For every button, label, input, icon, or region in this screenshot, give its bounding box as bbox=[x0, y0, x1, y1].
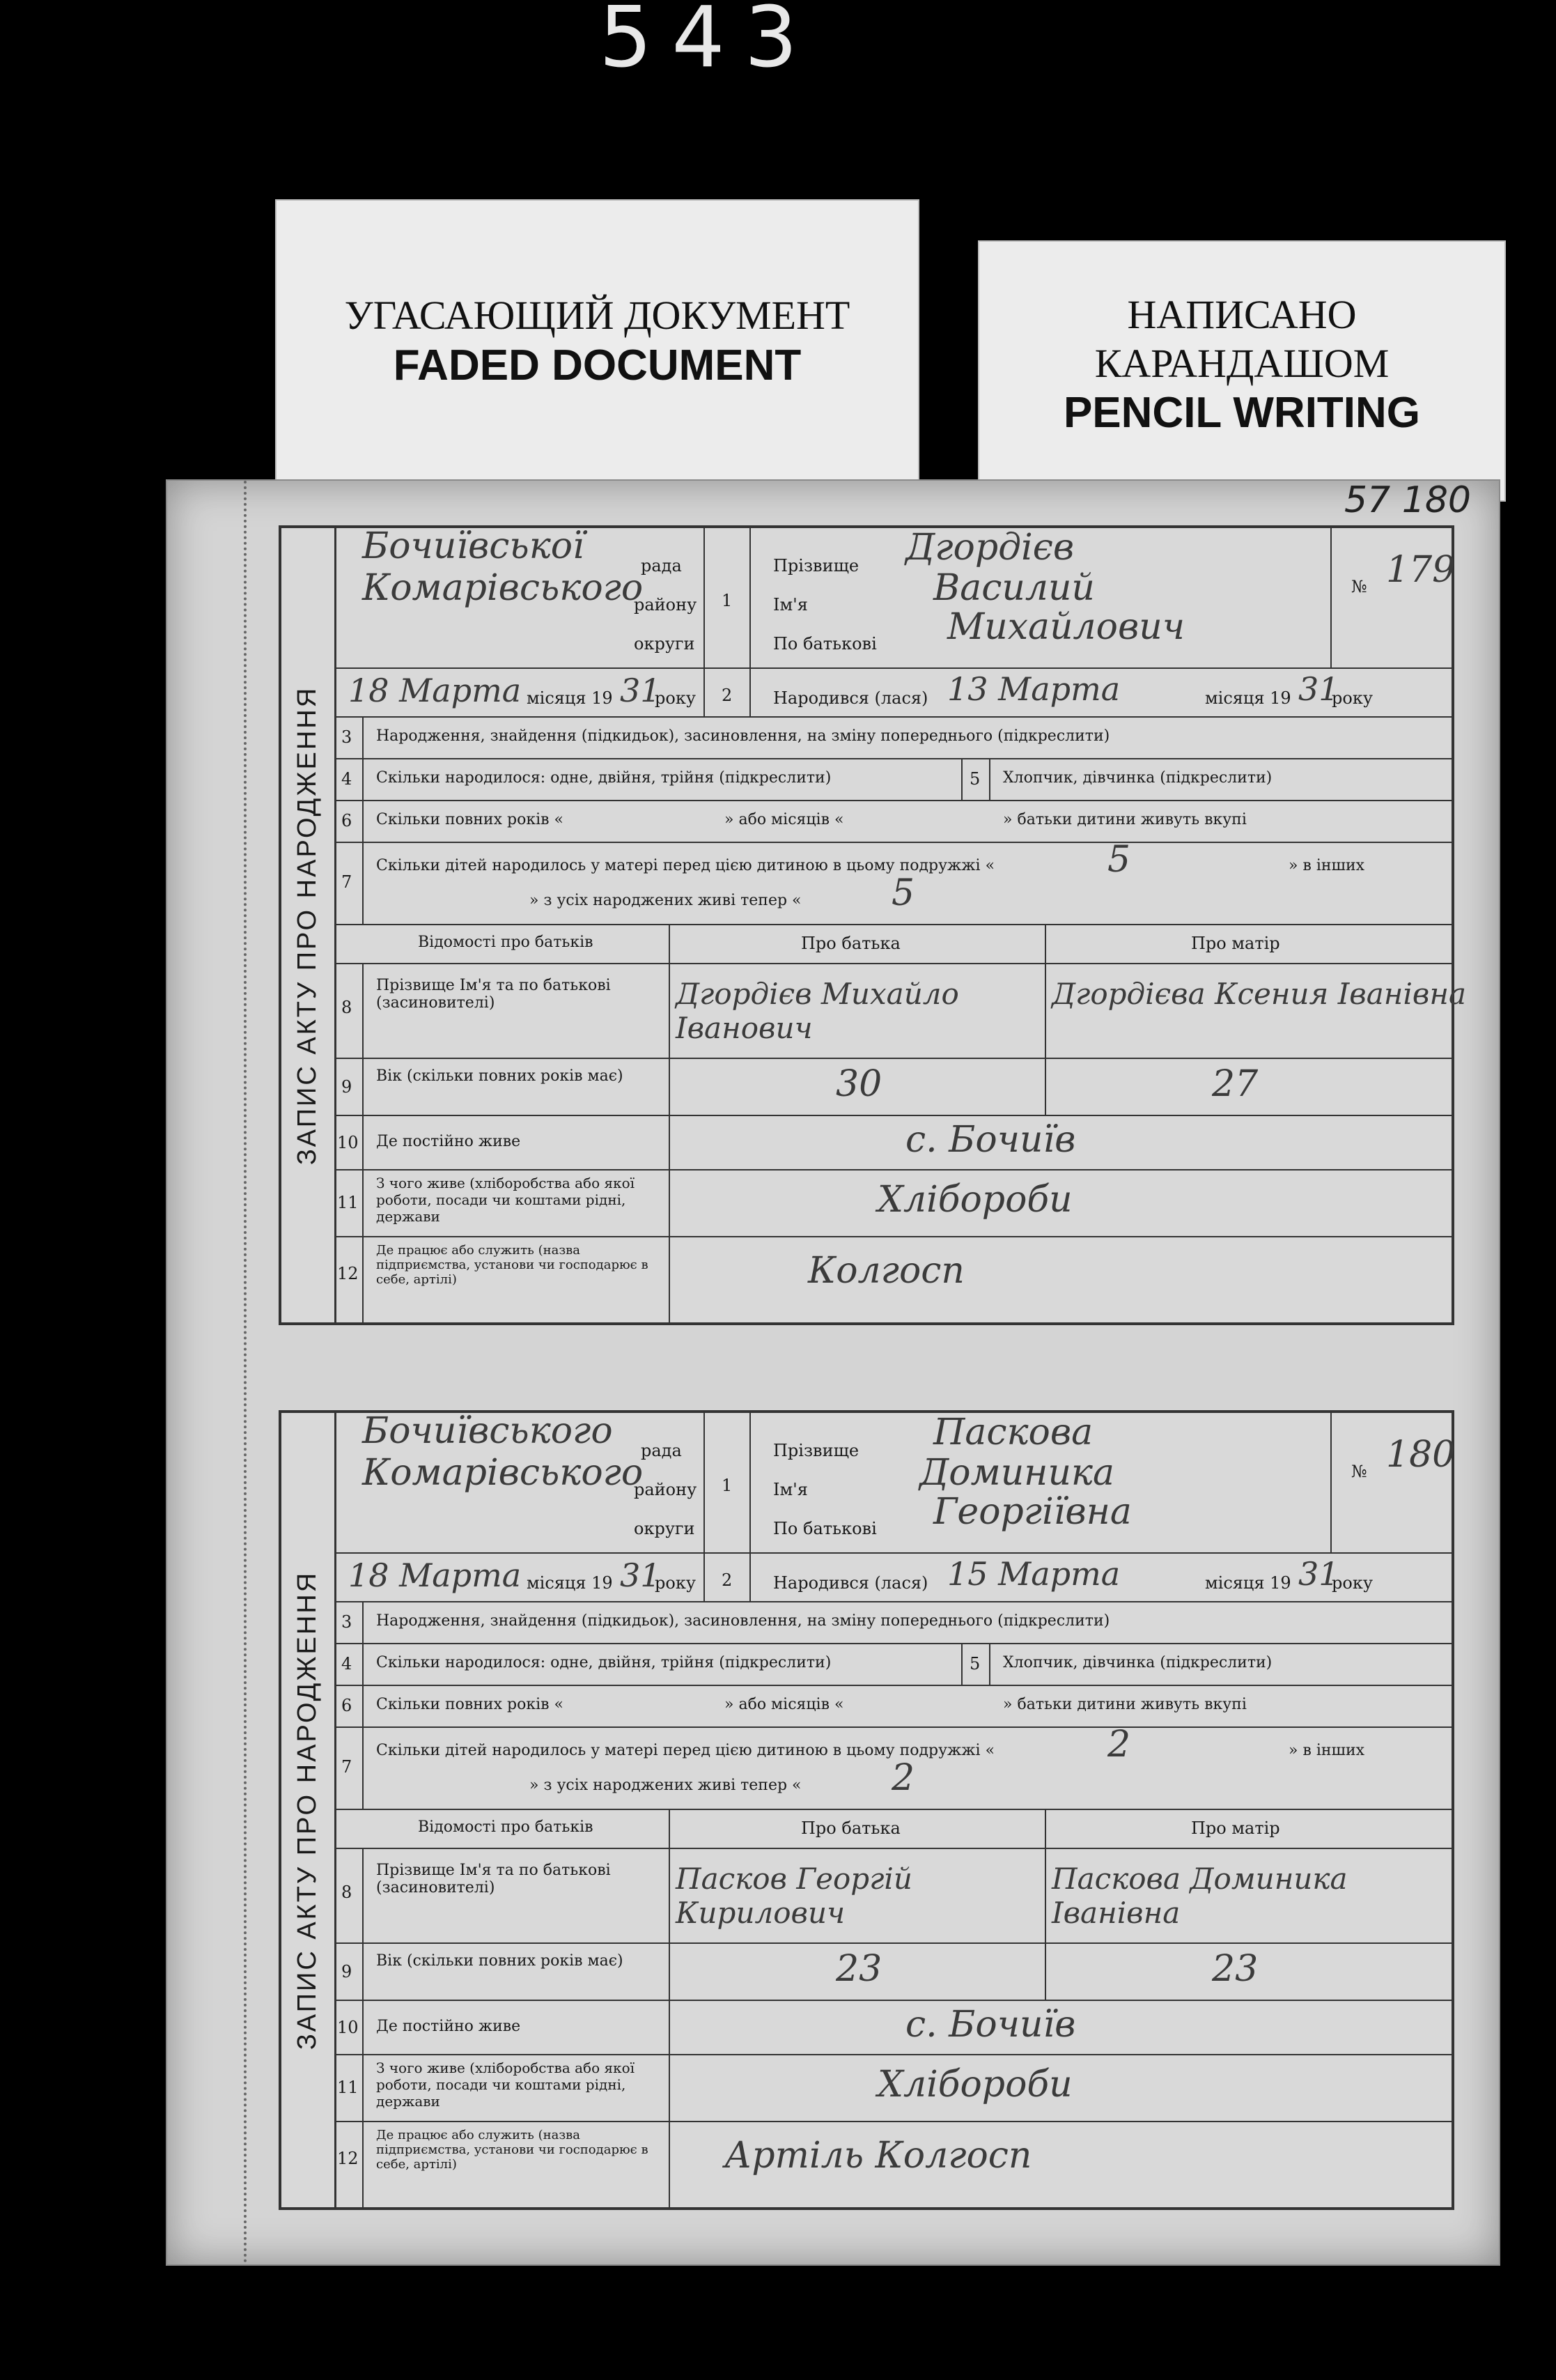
surname-value: Дгордієв bbox=[905, 527, 1075, 569]
year-label: року bbox=[655, 1573, 696, 1593]
year-label: року bbox=[655, 688, 696, 708]
reg-year-value: 31 bbox=[620, 1556, 661, 1594]
occupation-value: Хлібороби bbox=[878, 1179, 1073, 1221]
row10-label: Де постійно живе bbox=[376, 1133, 521, 1150]
father-header: Про батька bbox=[801, 1818, 901, 1838]
reg-day-value: 18 Марта bbox=[348, 1556, 522, 1594]
reg-day-value: 18 Марта bbox=[348, 672, 522, 709]
name-value: Василий bbox=[933, 567, 1095, 609]
mother-header: Про матір bbox=[1191, 934, 1280, 953]
alive-children-value: 2 bbox=[892, 1757, 915, 1799]
patronymic-label: По батькові bbox=[773, 1519, 877, 1538]
born-label: Народився (лася) bbox=[773, 688, 928, 708]
rayonu-label: району bbox=[634, 595, 697, 615]
row4-text: Скільки народилося: одне, двійня, трійня (підкреслити) bbox=[376, 1654, 832, 1671]
born-month-label: місяця 19 bbox=[1205, 688, 1291, 708]
row12-label: Де працює або служить (назва підприємства, установи чи господарює в себе, артілі) bbox=[376, 1243, 648, 1287]
month-label: місяця 19 bbox=[527, 688, 613, 708]
pencil-label-ru-2: КАРАНДАШОМ bbox=[1094, 340, 1390, 386]
row10-label: Де постійно живе bbox=[376, 2018, 521, 2035]
row6-a: Скільки повних років « bbox=[376, 1696, 563, 1713]
row8-label: Прізвище Ім'я та по батькові (засиновителі) bbox=[376, 977, 611, 1012]
patronymic-label: По батькові bbox=[773, 634, 877, 654]
row11-label: З чого живе (хліборобства або якої роботи, посади чи коштами рідні, держави bbox=[376, 1175, 635, 1225]
father-name-value: Дгордієв Михайло Іванович bbox=[676, 977, 959, 1045]
pencil-label-en: PENCIL WRITING bbox=[1063, 389, 1421, 438]
row12-label: Де працює або служить (назва підприємства, установи чи господарює в себе, артілі) bbox=[376, 2128, 648, 2172]
faded-label-ru: УГАСАЮЩИЙ ДОКУМЕНТ bbox=[344, 293, 850, 338]
row11-label: З чого живе (хліборобства або якої роботи, посади чи коштами рідні, держави bbox=[376, 2060, 635, 2110]
row5-text: Хлопчик, дівчинка (підкреслити) bbox=[1003, 769, 1273, 787]
rada-value: Бочиївської bbox=[362, 525, 584, 567]
record-number-label: № bbox=[1351, 1462, 1367, 1481]
pencil-writing-label bbox=[978, 240, 1506, 502]
rada-label: рада bbox=[641, 1441, 682, 1460]
residence-value: с. Бочиїв bbox=[905, 2004, 1076, 2046]
rada-value: Бочиївського bbox=[362, 1410, 613, 1452]
row7-a: Скільки дітей народилось у матері перед цією дитиною в цьому подружжі « bbox=[376, 857, 995, 874]
work-value: Артіль Колгосп bbox=[724, 2135, 1032, 2177]
row4-text: Скільки народилося: одне, двійня, трійня (підкреслити) bbox=[376, 769, 832, 787]
row7-b: » в інших bbox=[1289, 857, 1365, 874]
faded-label-en: FADED DOCUMENT bbox=[393, 341, 802, 389]
work-value: Колгосп bbox=[808, 1250, 965, 1292]
record-sidebar bbox=[281, 528, 336, 1322]
name-label: Ім'я bbox=[773, 595, 808, 615]
row6-b: » або місяців « bbox=[724, 1696, 844, 1713]
birth-record: ЗАПИС АКТУ ПРО НАРОДЖЕННЯ Бочиївської рада Комарівського району округи 1 Прізвище Дгордієв Ім'я Василий По батькові Михайлович № 179 18 Марта місяця 19 31 року 2 Народився (лася) 13 Марта місяця 19 31 року 3 Народження, знайдення (підкидьок), засиновлення, на зміну попереднього (підкреслити) 4 Скільки народилося: одне, двійня, трійня (підкреслити) 5 Хлопчик, дівчинка (підкреслити) 6 Скільки повних років « » або місяців « » батьки дитини живуть вкупі 7 Скільки дітей народилось у матері перед цією дитиною в цьому подружжі « 5 » в інших » з усіх народжених живі тепер « 5 Відомості про батьків Про батька Про матір 8 Прізвище Ім'я та по батькові (засиновителі) Дгордієв Михайло Іванович Дгордієва Ксения Іванівна 9 Вік (скільки повних років має) 30 27 10 Де постійно живе с. Бочиїв 11 З чого живе (хліборобства або якої роботи, посади чи коштами рідні, держави Хлібороби 12 Де працює або служить (назва підприємства, установи чи господарює в себе, артілі) Колгосп bbox=[279, 525, 1454, 1325]
name-label: Ім'я bbox=[773, 1480, 808, 1499]
frame-number: 543 bbox=[599, 0, 818, 86]
surname-label: Прізвище bbox=[773, 1441, 859, 1460]
prev-children-value: 5 bbox=[1107, 839, 1131, 881]
row7-c: » з усіх народжених живі тепер « bbox=[529, 1777, 802, 1794]
corner-number: 57 180 bbox=[1344, 479, 1471, 521]
sidebar-title: ЗАПИС АКТУ ПРО НАРОДЖЕННЯ bbox=[293, 686, 322, 1165]
surname-value: Паскова bbox=[933, 1412, 1094, 1453]
month-label: місяця 19 bbox=[527, 1573, 613, 1593]
row7-b: » в інших bbox=[1289, 1742, 1365, 1759]
okrugy-label: округи bbox=[634, 634, 695, 654]
born-value: 15 Марта bbox=[947, 1555, 1121, 1593]
mother-name-value: Дгордієва Ксения Іванівна bbox=[1052, 977, 1467, 1011]
binding-stitch bbox=[244, 481, 252, 2264]
pencil-label-ru-1: НАПИСАНО bbox=[1127, 292, 1357, 337]
record-number-value: 179 bbox=[1386, 549, 1456, 591]
parents-header: Відомості про батьків bbox=[418, 1818, 593, 1836]
patronymic-value: Михайлович bbox=[947, 606, 1185, 648]
born-month-label: місяця 19 bbox=[1205, 1573, 1291, 1593]
rayonu-value: Комарівського bbox=[362, 1452, 644, 1494]
born-label: Народився (лася) bbox=[773, 1573, 928, 1593]
mother-age-value: 27 bbox=[1212, 1063, 1259, 1105]
record-sidebar bbox=[281, 1413, 336, 2207]
father-age-value: 23 bbox=[836, 1948, 882, 1990]
row9-label: Вік (скільки повних років має) bbox=[376, 1067, 623, 1085]
row3-text: Народження, знайдення (підкидьок), засиновлення, на зміну попереднього (підкреслити) bbox=[376, 727, 1110, 745]
row8-label: Прізвище Ім'я та по батькові (засиновителі) bbox=[376, 1862, 611, 1896]
rayonu-value: Комарівського bbox=[362, 567, 644, 609]
residence-value: с. Бочиїв bbox=[905, 1119, 1076, 1161]
mother-header: Про матір bbox=[1191, 1818, 1280, 1838]
name-value: Доминика bbox=[919, 1452, 1114, 1494]
rada-label: рада bbox=[641, 556, 682, 575]
father-age-value: 30 bbox=[836, 1063, 882, 1105]
born-year-label: року bbox=[1332, 688, 1373, 708]
alive-children-value: 5 bbox=[892, 872, 915, 914]
birth-record: ЗАПИС АКТУ ПРО НАРОДЖЕННЯ Бочиївського рада Комарівського району округи 1 Прізвище Паскова Ім'я Доминика По батькові Георгіївна № 180 18 Марта місяця 19 31 року 2 Народився (лася) 15 Марта місяця 19 31 року 3 Народження, знайдення (підкидьок), засиновлення, на зміну попереднього (підкреслити) 4 Скільки народилося: одне, двійня, трійня (підкреслити) 5 Хлопчик, дівчинка (підкреслити) 6 Скільки повних років « » або місяців « » батьки дитини живуть вкупі 7 Скільки дітей народилось у матері перед цією дитиною в цьому подружжі « 2 » в інших » з усіх народжених живі тепер « 2 Відомості про батьків Про батька Про матір 8 Прізвище Ім'я та по батькові (засиновителі) Пасков Георгій Кирилович Паскова Доминика Іванівна 9 Вік (скільки повних років має) 23 23 10 Де постійно живе с. Бочиїв 11 З чого живе (хліборобства або якої роботи, посади чи коштами рідні, держави Хлібороби 12 Де працює або служить (назва підприємства, установи чи господарює в себе, артілі) Артіль Колгосп bbox=[279, 1410, 1454, 2210]
okrugy-label: округи bbox=[634, 1519, 695, 1538]
patronymic-value: Георгіївна bbox=[933, 1491, 1132, 1533]
row6-c: » батьки дитини живуть вкупі bbox=[1003, 811, 1247, 828]
prev-children-value: 2 bbox=[1107, 1724, 1131, 1765]
sidebar-title: ЗАПИС АКТУ ПРО НАРОДЖЕННЯ bbox=[293, 1570, 322, 2050]
born-year-value: 31 bbox=[1298, 670, 1339, 708]
row3-text: Народження, знайдення (підкидьок), засиновлення, на зміну попереднього (підкреслити) bbox=[376, 1612, 1110, 1630]
rayonu-label: району bbox=[634, 1480, 697, 1499]
row5-text: Хлопчик, дівчинка (підкреслити) bbox=[1003, 1654, 1273, 1671]
record-number-value: 180 bbox=[1386, 1434, 1456, 1476]
mother-age-value: 23 bbox=[1212, 1948, 1259, 1990]
row7-a: Скільки дітей народилось у матері перед цією дитиною в цьому подружжі « bbox=[376, 1742, 995, 1759]
parents-header: Відомості про батьків bbox=[418, 934, 593, 951]
born-year-value: 31 bbox=[1298, 1555, 1339, 1593]
row6-b: » або місяців « bbox=[724, 811, 844, 828]
father-header: Про батька bbox=[801, 934, 901, 953]
faded-document-label bbox=[275, 199, 919, 492]
record-number-label: № bbox=[1351, 577, 1367, 596]
occupation-value: Хлібороби bbox=[878, 2064, 1073, 2105]
surname-label: Прізвище bbox=[773, 556, 859, 575]
father-name-value: Пасков Георгій Кирилович bbox=[676, 1862, 912, 1930]
born-year-label: року bbox=[1332, 1573, 1373, 1593]
register-sheet bbox=[166, 479, 1500, 2266]
row7-c: » з усіх народжених живі тепер « bbox=[529, 892, 802, 909]
row6-c: » батьки дитини живуть вкупі bbox=[1003, 1696, 1247, 1713]
row6-a: Скільки повних років « bbox=[376, 811, 563, 828]
reg-year-value: 31 bbox=[620, 672, 661, 709]
born-value: 13 Марта bbox=[947, 670, 1121, 708]
mother-name-value: Паскова Доминика Іванівна bbox=[1052, 1862, 1348, 1930]
row9-label: Вік (скільки повних років має) bbox=[376, 1952, 623, 1970]
